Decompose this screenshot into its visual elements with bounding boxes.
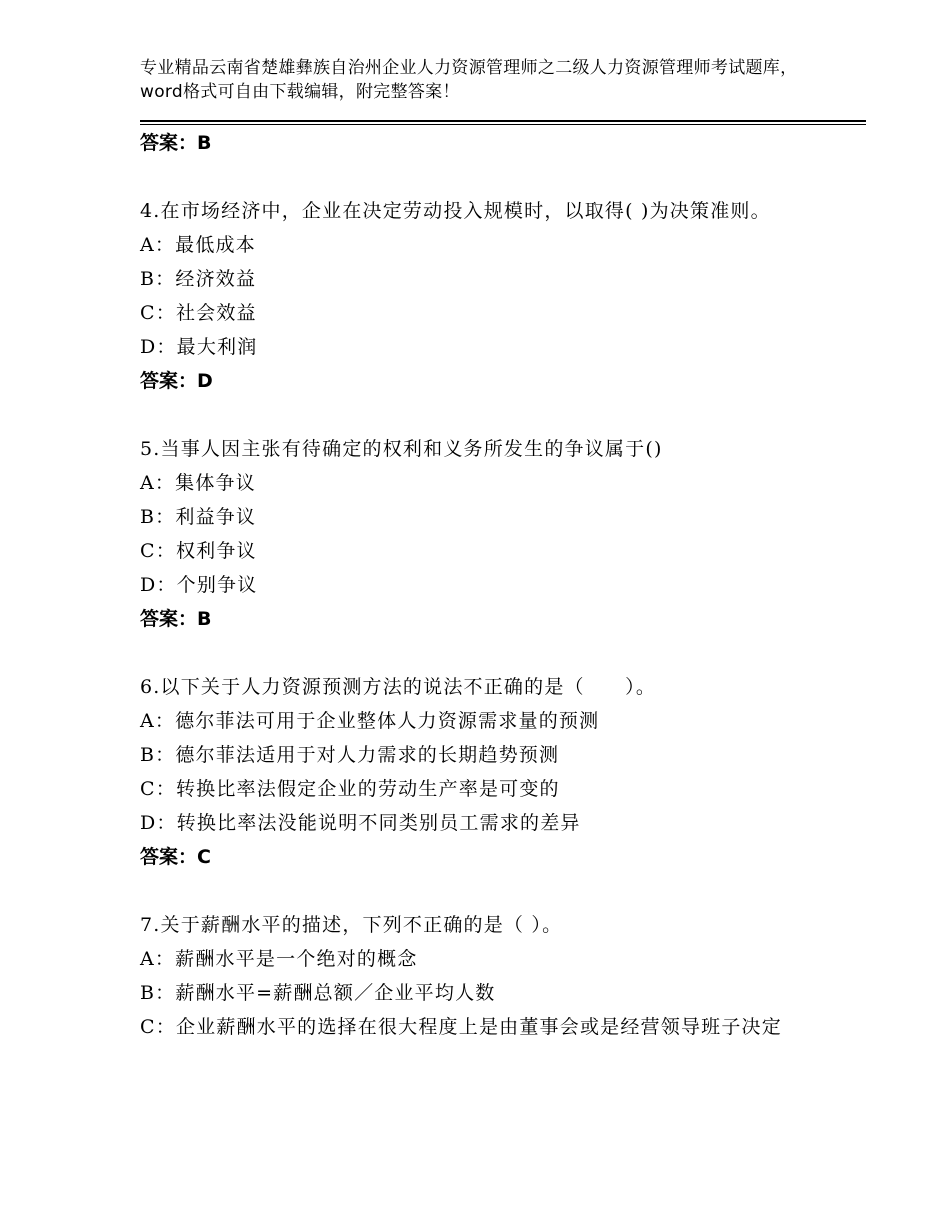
- spacer: [140, 874, 840, 908]
- answer-q3: 答案：B: [140, 132, 212, 154]
- option-c: C：转换比率法假定企业的劳动生产率是可变的: [140, 778, 560, 800]
- option-a: A：德尔菲法可用于企业整体人力资源需求量的预测: [140, 710, 600, 732]
- header-divider-thin: [140, 124, 866, 125]
- answer: 答案：D: [140, 370, 213, 392]
- option-b: B：薪酬水平=薪酬总额／企业平均人数: [140, 982, 496, 1004]
- option-b: B：德尔菲法适用于对人力需求的长期趋势预测: [140, 744, 560, 766]
- header-divider-thick: [140, 120, 866, 122]
- option-a: A：最低成本: [140, 234, 256, 256]
- option-b: B：利益争议: [140, 506, 257, 528]
- page-header: [140, 56, 840, 104]
- spacer: [140, 160, 840, 194]
- answer: 答案：C: [140, 846, 211, 868]
- option-d: D：转换比率法没能说明不同类别员工需求的差异: [140, 812, 581, 834]
- document-body: [140, 126, 840, 1044]
- question-text: 5.当事人因主张有待确定的权利和义务所发生的争议属于(): [140, 438, 663, 460]
- spacer: [140, 636, 840, 670]
- option-a: A：薪酬水平是一个绝对的概念: [140, 948, 418, 970]
- question-text: 6.以下关于人力资源预测方法的说法不正确的是（ ）。: [140, 676, 657, 698]
- question-text: 4.在市场经济中，企业在决定劳动投入规模时，以取得( )为决策准则。: [140, 200, 771, 222]
- header-text: 专业精品云南省楚雄彝族自治州企业人力资源管理师之二级人力资源管理师考试题库，word格式可自由下载编辑，附完整答案！: [140, 58, 798, 102]
- option-a: A：集体争议: [140, 472, 256, 494]
- option-b: B：经济效益: [140, 268, 257, 290]
- option-c: C：权利争议: [140, 540, 257, 562]
- question-5: [140, 432, 840, 636]
- option-d: D：个别争议: [140, 574, 258, 596]
- option-d: D：最大利润: [140, 336, 258, 358]
- option-c: C：社会效益: [140, 302, 257, 324]
- question-text: 7.关于薪酬水平的描述，下列不正确的是（ ）。: [140, 914, 563, 936]
- answer: 答案：B: [140, 608, 212, 630]
- question-7: [140, 908, 840, 1044]
- question-4: [140, 194, 840, 398]
- question-6: [140, 670, 840, 874]
- option-c: C：企业薪酬水平的选择在很大程度上是由董事会或是经营领导班子决定: [140, 1016, 782, 1038]
- spacer: [140, 398, 840, 432]
